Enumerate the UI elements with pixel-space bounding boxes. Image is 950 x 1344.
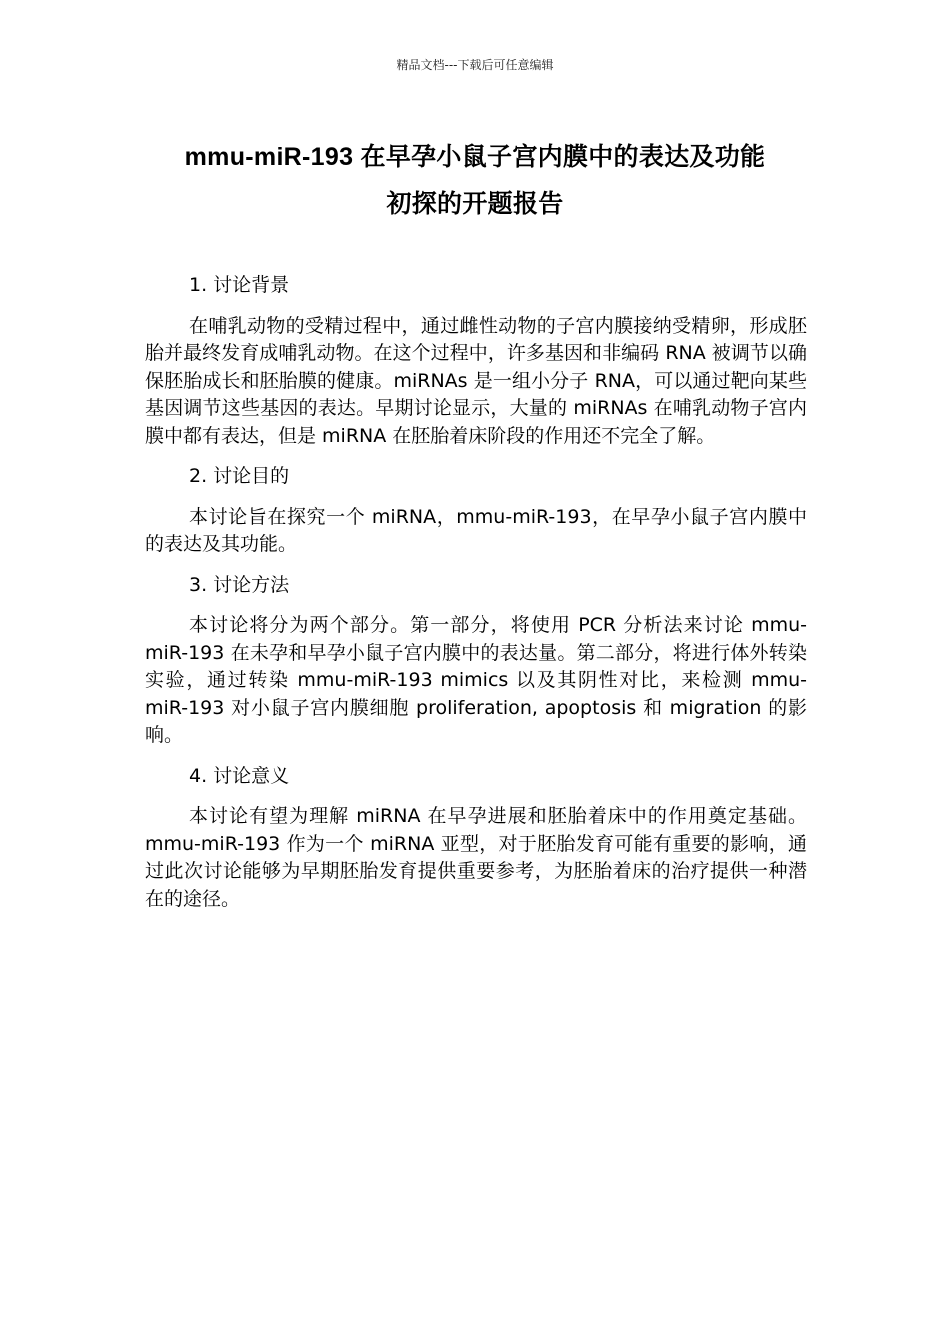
- document-body: [145, 272, 807, 926]
- page-header: 精品文档---下载后可任意编辑: [396, 58, 554, 72]
- section-paragraph: 在哺乳动物的受精过程中，通过雌性动物的子宫内膜接纳受精卵，形成胚胎并最终发育成哺乳动物。在这个过程中，许多基因和非编码 RNA 被调节以确保胚胎成长和胚胎膜的健康。miRNAs 是一组小分子 RNA，可以通过靶向某些基因调节这些基因的表达。早期讨论显示，大量的 miRNAs 在哺乳动物子宫内膜中都有表达，但是 miRNA 在胚胎着床阶段的作用还不完全了解。: [145, 314, 807, 447]
- section-background: [145, 272, 807, 450]
- section-heading: 2. 讨论目的: [189, 465, 290, 487]
- section-purpose: [145, 463, 807, 559]
- section-heading: 4. 讨论意义: [189, 764, 290, 787]
- section-methods: [145, 572, 807, 750]
- section-heading: 1. 讨论背景: [189, 274, 290, 296]
- section-paragraph: 本讨论将分为两个部分。第一部分，将使用 PCR 分析法来讨论 mmu-miR-193 在未孕和早孕小鼠子宫内膜中的表达量。第二部分，将进行体外转染实验，通过转染 mmu-miR-193 mimics 以及其阴性对比，来检测 mmu-miR-193 对小鼠子宫内膜细胞 proliferation, apoptosis 和 migration 的影响。: [145, 614, 807, 746]
- section-paragraph: 本讨论有望为理解 miRNA 在早孕进展和胚胎着床中的作用奠定基础。mmu-miR-193 作为一个 miRNA 亚型，对于胚胎发育可能有重要的影响，通过此次讨论能够为早期胚胎发育提供重要参考，为胚胎着床的治疗提供一种潜在的途径。: [145, 805, 807, 910]
- section-paragraph: 本讨论旨在探究一个 miRNA，mmu-miR-193，在早孕小鼠子宫内膜中的表达及其功能。: [145, 505, 807, 555]
- document-title-line-2: 初探的开题报告: [386, 190, 564, 218]
- section-significance: [145, 763, 807, 914]
- document-title: [145, 134, 805, 228]
- section-heading: 3. 讨论方法: [189, 573, 290, 596]
- document-title-line-1: mmu-miR-193 在早孕小鼠子宫内膜中的表达及功能: [184, 143, 766, 171]
